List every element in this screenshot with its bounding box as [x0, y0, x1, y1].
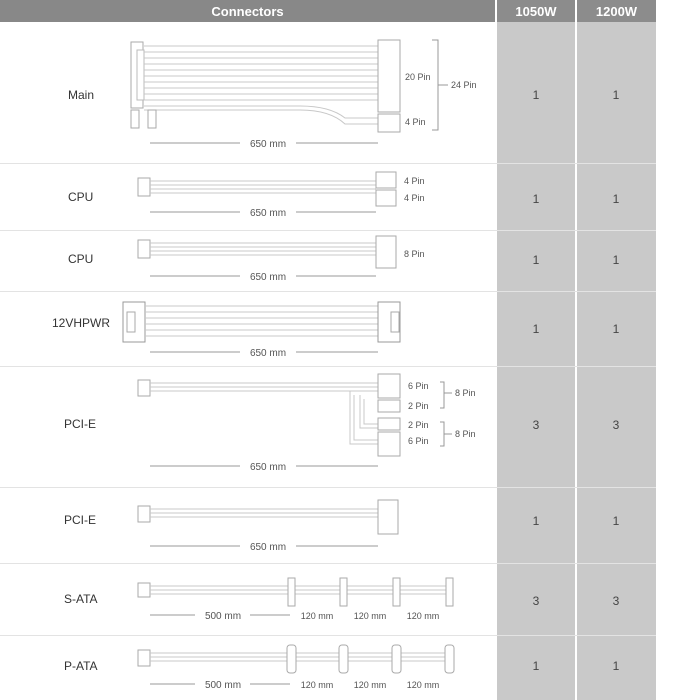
length-label: 650 mm: [249, 462, 287, 473]
qty-1200w: 1: [612, 253, 620, 267]
row-label-12vhpwr: 12VHPWR: [52, 316, 111, 330]
qty-1050w: 1: [532, 192, 540, 206]
cpu-4-4-cable-diagram: [138, 172, 396, 212]
segment-label: 120 mm: [353, 611, 387, 621]
qty-1200w: 3: [612, 594, 620, 608]
length-label: 650 mm: [249, 348, 287, 359]
segment-label: 120 mm: [406, 611, 440, 621]
pin-label: 4 Pin: [404, 176, 425, 186]
12vhpwr-cable-diagram: [123, 302, 400, 352]
qty-1200w: 3: [612, 418, 620, 432]
pin-label: 4 Pin: [405, 117, 426, 127]
row-label-pcie: PCI-E: [64, 417, 97, 431]
qty-1200w: 1: [612, 88, 620, 102]
pata-cable-diagram: [138, 645, 454, 684]
bracket-label: 8 Pin: [455, 429, 476, 439]
main-cable-diagram: [131, 40, 448, 143]
length-label: 650 mm: [249, 208, 287, 219]
pin-label: 6 Pin: [408, 381, 429, 391]
segment-label: 120 mm: [300, 680, 334, 690]
row-label-pcie: PCI-E: [64, 513, 97, 527]
pin-label: 2 Pin: [408, 420, 429, 430]
pin-label: 6 Pin: [408, 436, 429, 446]
length-label: 650 mm: [249, 139, 287, 150]
qty-1050w: 1: [532, 88, 540, 102]
row-label-main: Main: [68, 88, 95, 102]
row-label-sata: S-ATA: [64, 592, 98, 606]
segment-label: 120 mm: [300, 611, 334, 621]
row-label-cpu: CPU: [68, 190, 94, 204]
length-label: 650 mm: [249, 272, 287, 283]
qty-1200w: 1: [612, 514, 620, 528]
sata-cable-diagram: [138, 578, 453, 615]
header-1200w: 1200W: [577, 0, 656, 22]
segment-label: 120 mm: [406, 680, 440, 690]
qty-1050w: 1: [532, 514, 540, 528]
qty-1200w: 1: [612, 659, 620, 673]
length-label: 650 mm: [249, 542, 287, 553]
length-label: 500 mm: [204, 611, 242, 622]
pin-label: 8 Pin: [404, 249, 425, 259]
bracket-label: 24 Pin: [451, 80, 477, 90]
qty-1050w: 3: [532, 594, 540, 608]
header-connectors: Connectors: [0, 0, 495, 22]
row-label-pata: P-ATA: [64, 659, 98, 673]
qty-1050w: 3: [532, 418, 540, 432]
bracket-label: 8 Pin: [455, 388, 476, 398]
pcie-single-cable-diagram: [138, 500, 398, 546]
segment-label: 120 mm: [353, 680, 387, 690]
qty-1050w: 1: [532, 322, 540, 336]
qty-1050w: 1: [532, 253, 540, 267]
qty-1050w: 1: [532, 659, 540, 673]
cpu-8-cable-diagram: [138, 236, 396, 276]
length-label: 500 mm: [204, 680, 242, 691]
qty-1200w: 1: [612, 192, 620, 206]
header-1050w: 1050W: [497, 0, 575, 22]
pcie-dual-cable-diagram: [138, 374, 452, 466]
pin-label: 2 Pin: [408, 401, 429, 411]
row-label-cpu: CPU: [68, 252, 94, 266]
pin-label: 4 Pin: [404, 193, 425, 203]
pin-label: 20 Pin: [405, 72, 431, 82]
qty-1200w: 1: [612, 322, 620, 336]
